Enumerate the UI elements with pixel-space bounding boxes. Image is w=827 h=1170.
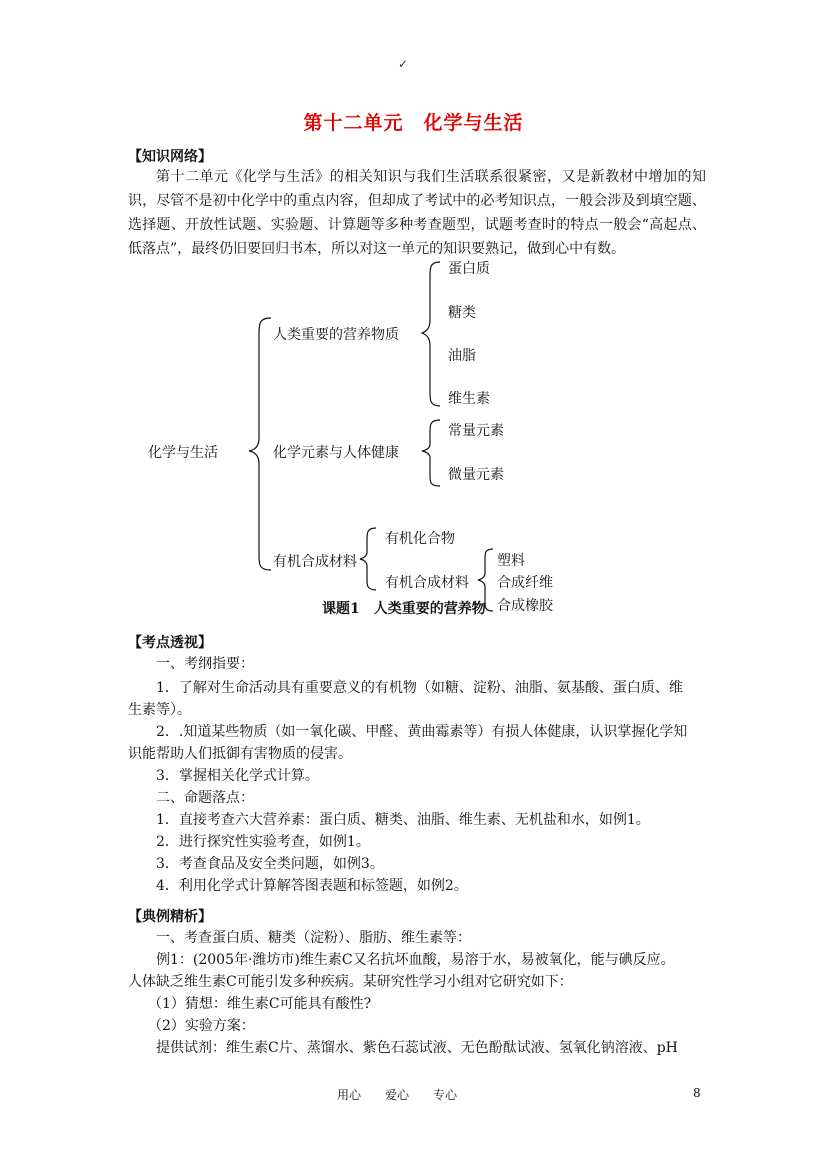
focus-line: 2．进行探究性实验考查，如例1。 xyxy=(156,834,370,850)
focus-line: 2．.知道某些物质（如一氧化碳、甲醛、黄曲霉素等）有损人体健康，认识掌握化学知 xyxy=(156,724,688,740)
example-line: 例1：(2005年·潍坊市)维生素C又名抗坏血酸，易溶于水，易被氧化，能与碘反应。 xyxy=(156,952,675,968)
section-heading-focus: 【考点透视】 xyxy=(128,635,212,651)
focus-subheading: 一、考纲指要： xyxy=(156,656,254,672)
diagram-branch-materials: 有机合成材料 xyxy=(273,554,357,570)
focus-line: 识能帮助人们抵御有害物质的侵害。 xyxy=(128,746,352,762)
diagram-item: 微量元素 xyxy=(448,467,504,483)
example-line: （2）实验方案： xyxy=(148,1018,255,1034)
diagram-branch-nutrients: 人类重要的营养物质 xyxy=(273,327,399,343)
brace-materials xyxy=(360,528,376,590)
brace-nutrients xyxy=(422,262,440,406)
diagram-item: 有机化合物 xyxy=(385,531,455,547)
diagram-item: 糖类 xyxy=(448,305,476,321)
focus-line: 1．直接考查六大营养素：蛋白质、糖类、油脂、维生素、无机盐和水，如例1。 xyxy=(156,812,650,828)
focus-line: 3．考查食品及安全类问题，如例3。 xyxy=(156,856,384,872)
example-line: 人体缺乏维生素C可能引发多种疾病。某研究性学习小组对它研究如下： xyxy=(128,974,573,990)
page-title: 第十二单元 化学与生活 xyxy=(303,112,524,134)
diagram-item: 合成纤维 xyxy=(497,575,553,591)
diagram-item: 有机合成材料 xyxy=(385,575,469,591)
intro-paragraph: 第十二单元《化学与生活》的相关知识与我们生活联系很紧密，又是新教材中增加的知识，尽管不是初中化学中的重点内容，但却成了考试中的必考知识点，一般会涉及到填空题、选择题、开放性试题、实验题、计算题等多种考查题型，试题考查时的特点一般会“高起点、低落点”，最终仍旧要回归书本，所以对这一单元的知识要熟记，做到心中有数。 xyxy=(128,169,706,257)
focus-line: 3．掌握相关化学式计算。 xyxy=(156,768,319,784)
focus-line: 1．了解对生命活动具有重要意义的有机物（如糖、淀粉、油脂、氨基酸、蛋白质、维 xyxy=(156,680,683,696)
diagram-item: 塑料 xyxy=(497,553,525,569)
example-subheading: 一、考查蛋白质、糖类（淀粉）、脂肪、维生素等： xyxy=(156,930,471,946)
example-line: （1）猜想：维生素C可能具有酸性? xyxy=(148,996,372,1012)
brace-elements xyxy=(422,420,440,486)
example-line: 提供试剂：维生素C片、蒸馏水、紫色石蕊试液、无色酚酞试液、氢氧化钠溶液、pH xyxy=(156,1040,678,1056)
diagram-item: 合成橡胶 xyxy=(497,598,553,614)
page-number: 8 xyxy=(693,1086,701,1100)
diagram-branch-elements: 化学元素与人体健康 xyxy=(273,445,399,461)
section-heading-network: 【知识网络】 xyxy=(128,149,212,165)
diagram-item: 油脂 xyxy=(448,348,476,364)
focus-line: 4．利用化学式计算解答图表题和标签题，如例2。 xyxy=(156,878,468,894)
section-heading-examples: 【典例精析】 xyxy=(128,909,212,925)
diagram-root: 化学与生活 xyxy=(148,445,218,461)
diagram-item: 常量元素 xyxy=(448,423,504,439)
footer-motto: 用心 爱心 专心 xyxy=(337,1088,458,1102)
check-mark: ✓ xyxy=(398,57,409,71)
focus-line: 生素等）。 xyxy=(128,702,191,718)
diagram-item: 维生素 xyxy=(448,391,490,407)
focus-subheading: 二、命题落点： xyxy=(156,790,254,806)
diagram-item: 蛋白质 xyxy=(448,261,490,277)
lesson-title: 课题1 人类重要的营养物 xyxy=(322,601,486,617)
brace-root xyxy=(249,318,271,570)
